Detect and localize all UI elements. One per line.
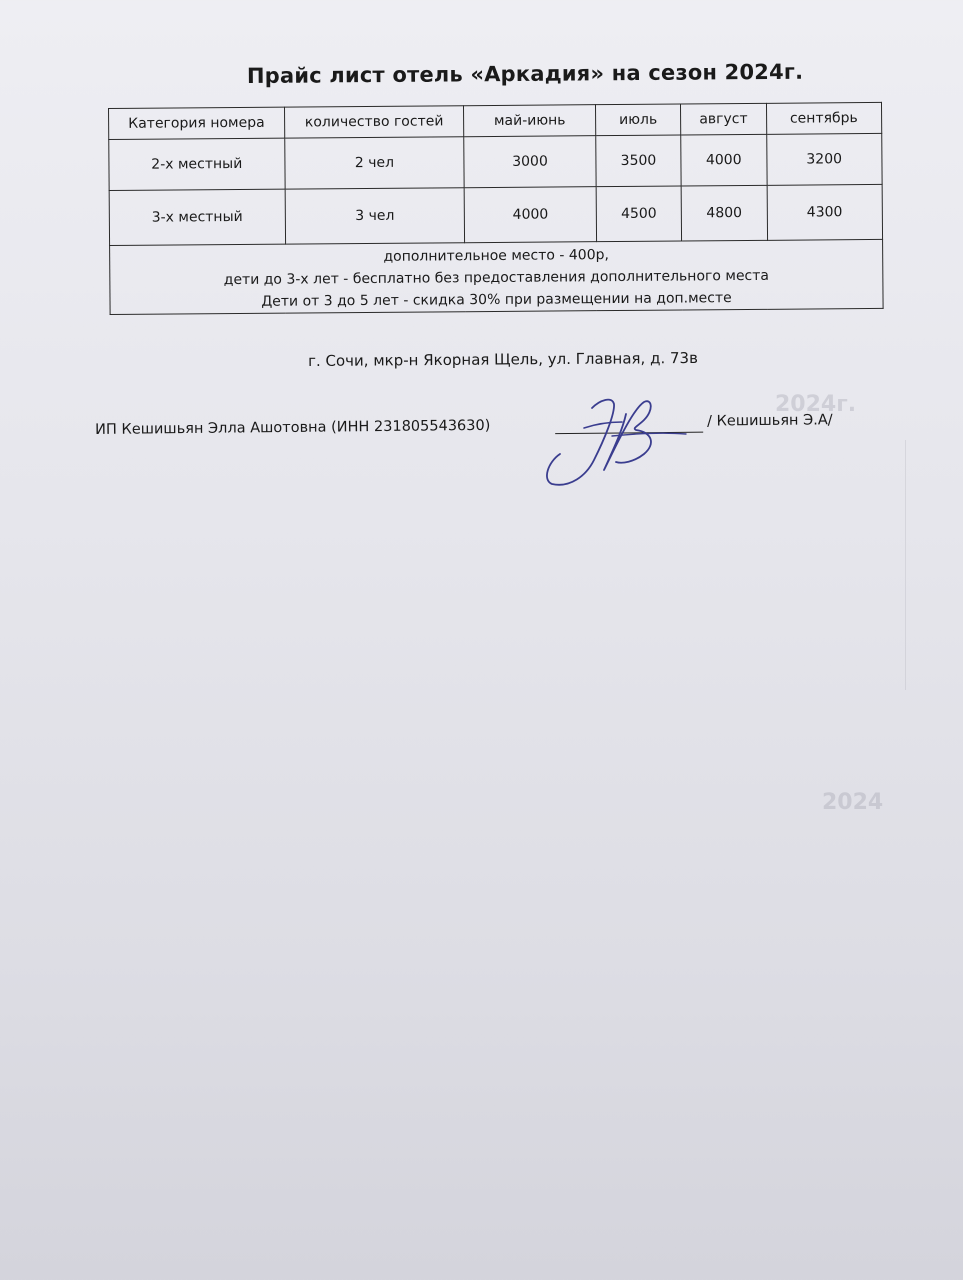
price-table [108,102,884,315]
cell-category: 3-х местный [109,189,285,245]
header-july: июль [595,104,681,136]
table-row [109,133,882,190]
note-children-under-3: дети до 3-х лет - бесплатно без предоставления дополнительного места [223,267,770,289]
cell-price: 3500 [596,135,682,187]
header-category: Категория номера [109,107,285,139]
cell-price: 4000 [464,187,596,243]
notes-row [110,239,884,314]
cell-price: 4500 [596,186,682,242]
note-children-3-to-5: Дети от 3 до 5 лет - скидка 30% при размещении на доп.месте [261,290,732,310]
bleed-through-text: 2024г. [775,392,857,417]
cell-price: 4000 [681,134,767,186]
cell-price: 3000 [464,136,596,188]
hotel-address: г. Сочи, мкр-н Якорная Щель, ул. Главная, д. 73в [308,348,698,370]
bleed-through-line [905,440,906,690]
header-may-june: май-июнь [464,105,596,137]
signer-name: / Кешишьян Э.А/ [706,412,833,430]
issuer-name: ИП Кешишьян Элла Ашотовна (ИНН 231805543630) [95,417,491,438]
cell-category: 2-х местный [109,138,285,190]
note-extra-bed: дополнительное место - 400р, [383,247,609,265]
header-september: сентябрь [766,102,882,134]
cell-price: 3200 [766,133,882,185]
notes-cell [110,239,884,314]
signature-line [95,410,875,448]
header-august: август [681,103,767,135]
cell-price: 4300 [767,184,883,240]
document-title: Прайс лист отель «Аркадия» на сезон 2024г. [246,59,804,89]
handwritten-signature [540,392,690,492]
cell-price: 4800 [681,185,767,241]
table-row [109,184,882,245]
bleed-through-text: 2024 [822,790,884,815]
header-guests: количество гостей [284,106,464,138]
cell-guests: 2 чел [284,137,464,189]
cell-guests: 3 чел [285,188,465,244]
